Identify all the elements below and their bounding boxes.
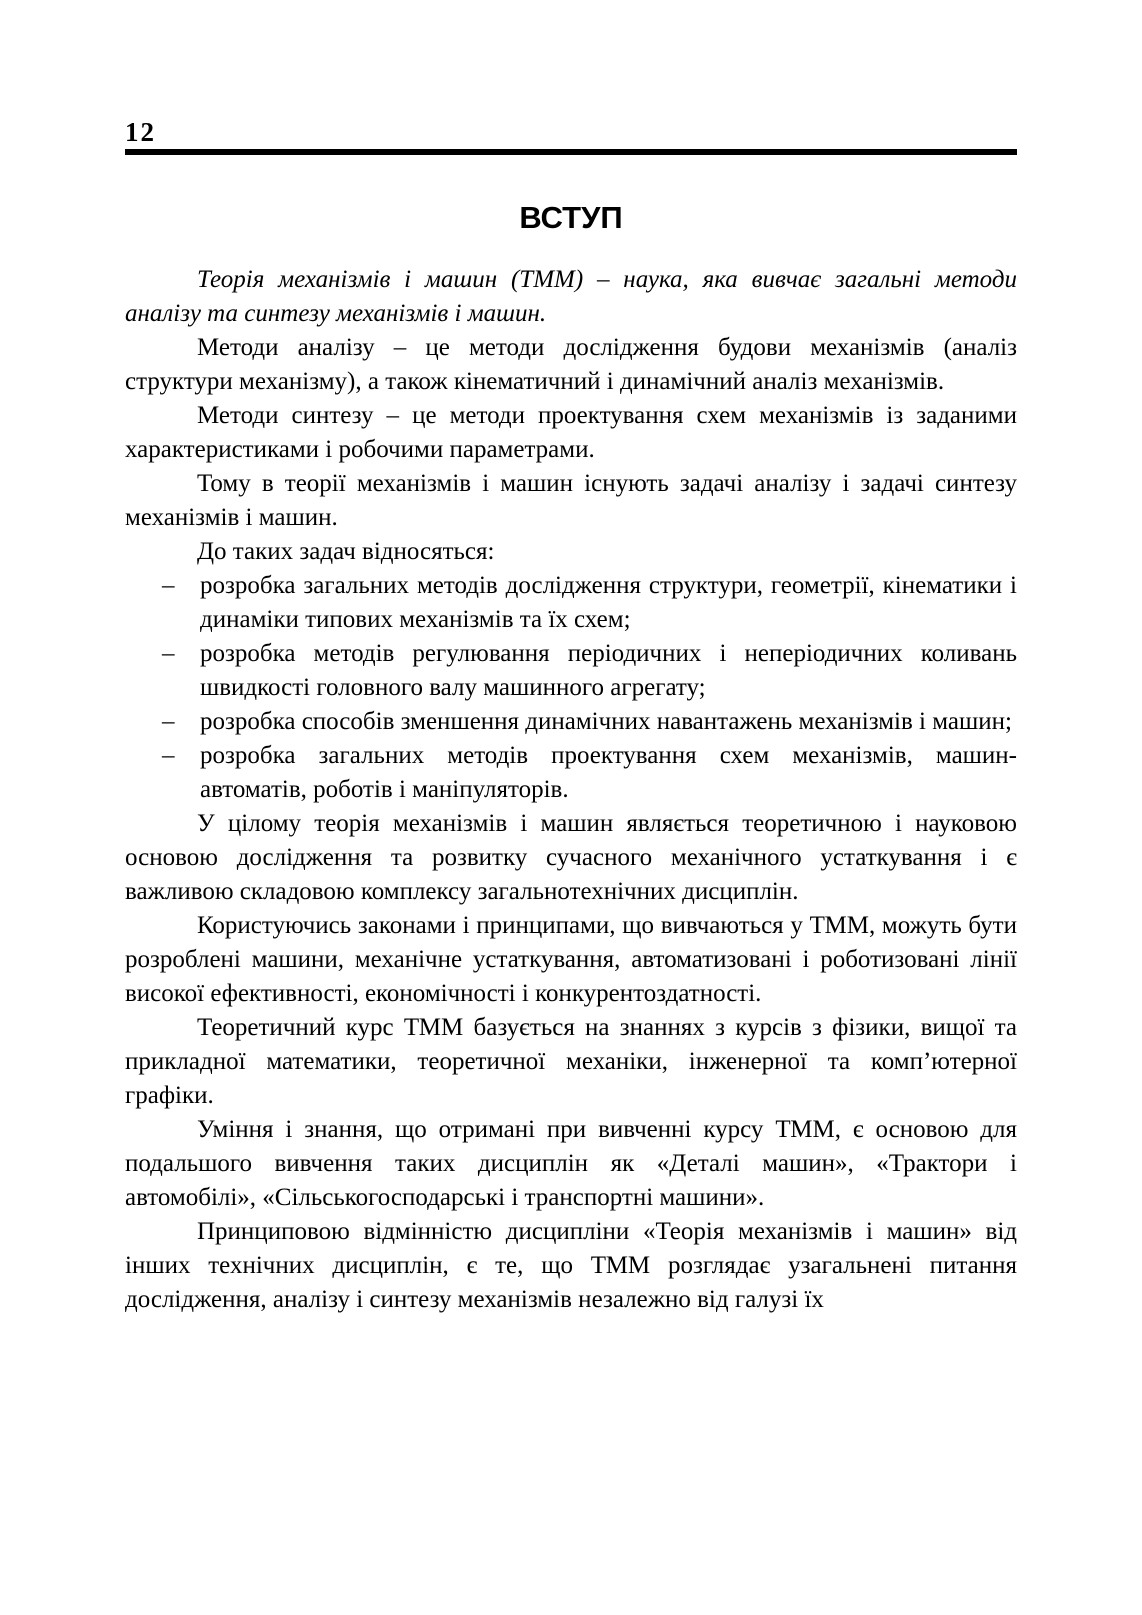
list-item-marker: – — [162, 572, 175, 599]
body-paragraph: Користуючись законами і принципами, що вивчаються у ТММ, можуть бути розроблені машини, механічне устаткування, автоматизовані і роботизовані лінії високої ефективності, економічності і конкурентоздатності. — [125, 912, 1017, 1007]
body-paragraph: Методи синтезу – це методи проектування схем механізмів із заданими характеристиками і робочими параметрами. — [125, 402, 1017, 463]
list-item-marker: – — [162, 742, 175, 769]
list-item-marker: – — [162, 640, 175, 667]
body-paragraph: Принциповою відмінністю дисципліни «Теорія механізмів і машин» від інших технічних дисциплін, є те, що ТММ розглядає узагальнені питання дослідження, аналізу і синтезу механізмів незалежно від галузі їх — [125, 1218, 1017, 1313]
chapter-title: ВСТУП — [519, 200, 623, 235]
body-paragraph: Тому в теорії механізмів і машин існують задачі аналізу і задачі синтезу механізмів і машин. — [125, 470, 1017, 531]
list-item — [125, 569, 1017, 637]
body-paragraph: Уміння і знання, що отримані при вивченні курсу ТММ, є основою для подальшого вивчення таких дисциплін як «Деталі машин», «Трактори і автомобілі», «Сільськогосподарські і транспортні машини». — [125, 1116, 1017, 1211]
list-item — [125, 739, 1017, 807]
header-rule — [125, 149, 1017, 155]
definition-paragraph: Теорія механізмів і машин (ТММ) – наука, яка вивчає загальні методи аналізу та синтезу механізмів і машин. — [125, 266, 1017, 327]
body-paragraph: До таких задач відносяться: — [197, 538, 495, 565]
page-number: 12 — [125, 117, 156, 147]
body-text — [125, 263, 1017, 1317]
list-item — [125, 705, 1017, 739]
body-paragraph: Методи аналізу – це методи дослідження будови механізмів (аналіз структури механізму), а також кінематичний і динамічний аналіз механізмів. — [125, 334, 1017, 395]
list-item — [125, 637, 1017, 705]
list-item-text: розробка способів зменшення динамічних навантажень механізмів і машин; — [200, 708, 1012, 735]
body-paragraph: Теоретичний курс ТММ базується на знаннях з курсів з фізики, вищої та прикладної математики, теоретичної механіки, інженерної та комп’ютерної графіки. — [125, 1014, 1017, 1109]
list-item-text: розробка загальних методів проектування схем механізмів, машин-автоматів, роботів і маніпуляторів. — [200, 742, 1017, 803]
list-item-text: розробка загальних методів дослідження структури, геометрії, кінематики і динаміки типових механізмів та їх схем; — [200, 572, 1017, 633]
body-paragraph: У цілому теорія механізмів і машин являється теоретичною і науковою основою дослідження та розвитку сучасного механічного устаткування і є важливою складовою комплексу загальнотехнічних дисциплін. — [125, 810, 1017, 905]
list-item-text: розробка методів регулювання періодичних і неперіодичних коливань швидкості головного валу машинного агрегату; — [200, 640, 1017, 701]
list-item-marker: – — [162, 708, 175, 735]
page-header — [125, 0, 1017, 155]
